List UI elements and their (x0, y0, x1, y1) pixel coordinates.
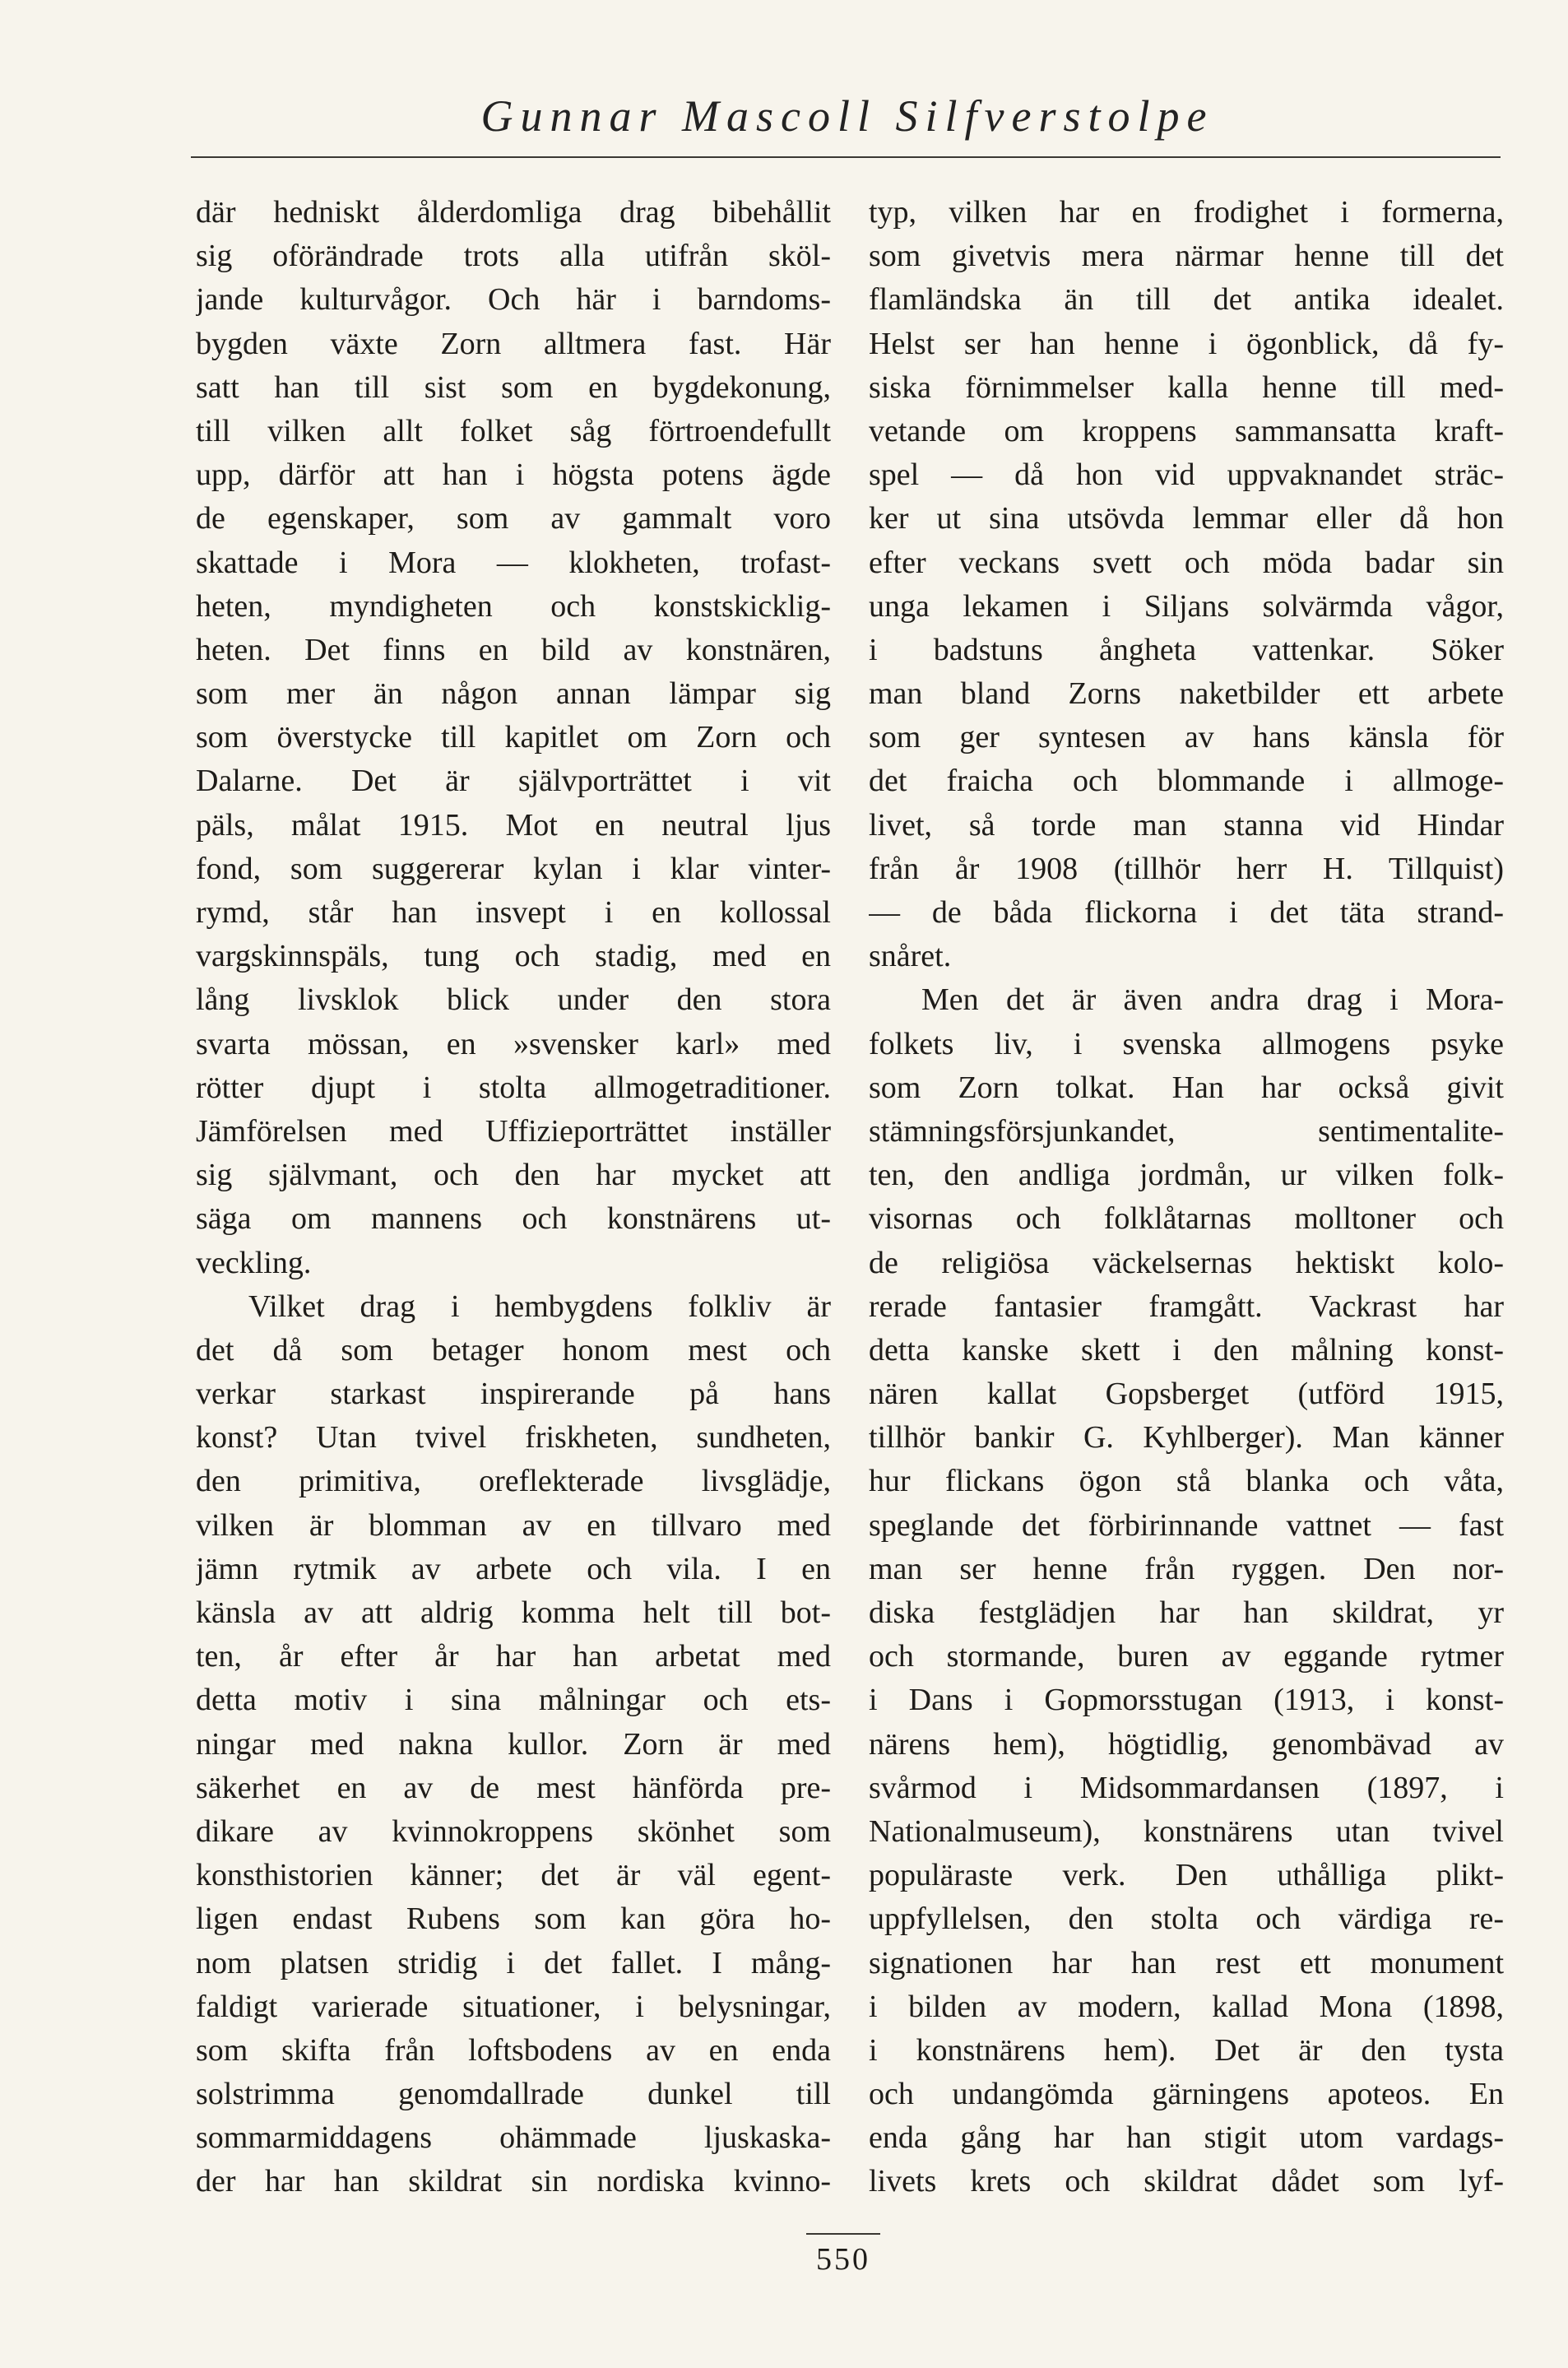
right-column-line: svårmod i Midsommardansen (1897, i (869, 1770, 1504, 1805)
right-column-line: livets krets och skildrat dådet som lyf- (869, 2164, 1504, 2199)
right-column-line: hur flickans ögon stå blanka och våta, (869, 1464, 1504, 1499)
right-column-line: spel — då hon vid uppvaknandet sträc- (869, 457, 1504, 493)
right-column-line: speglande det förbirinnande vattnet — fast (869, 1507, 1504, 1543)
left-column-line: der har han skildrat sin nordiska kvinno- (196, 2164, 831, 2199)
right-column-line: uppfyllelsen, den stolta och värdiga re- (869, 1901, 1504, 1937)
right-column-line: vetande om kroppens sammansatta kraft- (869, 413, 1504, 448)
right-column-line: siska förnimmelser kalla henne till med- (869, 369, 1504, 405)
right-column-line: tillhör bankir G. Kyhlberger). Man känner (869, 1420, 1504, 1456)
right-column-line: i badstuns ångheta vattenkar. Söker (869, 632, 1504, 667)
right-column-line: stämningsförsjunkandet, sentimentalite- (869, 1113, 1504, 1149)
right-column-line: visornas och folklåtarnas molltoner och (869, 1201, 1504, 1237)
right-column-line: diska festglädjen har han skildrat, yr (869, 1595, 1504, 1630)
right-column-line: ker ut sina utsövda lemmar eller då hon (869, 501, 1504, 536)
left-column-line: ningar med nakna kullor. Zorn är med (196, 1726, 831, 1762)
left-column-line: päls, målat 1915. Mot en neutral ljus (196, 807, 831, 843)
right-column-line: ten, den andliga jordmån, ur vilken folk- (869, 1158, 1504, 1193)
left-column-line: rymd, står han insvept i en kollossal (196, 895, 831, 930)
left-column-line: som mer än någon annan lämpar sig (196, 676, 831, 712)
left-column-line: fond, som suggererar kylan i klar vinter- (196, 851, 831, 886)
right-column-line: Nationalmuseum), konstnärens utan tvivel (869, 1813, 1504, 1849)
left-column-line: verkar starkast inspirerande på hans (196, 1377, 831, 1412)
left-column-line: nom platsen stridig i det fallet. I mång- (196, 1945, 831, 1980)
left-column-line: sig oförändrade trots alla utifrån sköl- (196, 239, 831, 274)
left-column-line: detta motiv i sina målningar och ets- (196, 1683, 831, 1718)
left-column-line: upp, därför att han i högsta potens ägde (196, 457, 831, 493)
left-column (196, 191, 831, 2204)
left-column-line: konsthistorien känner; det är väl egent- (196, 1858, 831, 1893)
left-column-line: jande kulturvågor. Och här i barndoms- (196, 282, 831, 318)
right-column-line: — de båda flickorna i det täta strand- (869, 895, 1504, 930)
left-column-line: säkerhet en av de mest hänförda pre- (196, 1770, 831, 1805)
left-column-line: solstrimma genomdallrade dunkel till (196, 2077, 831, 2112)
left-column-line: känsla av att aldrig komma helt till bot- (196, 1595, 831, 1630)
right-column-line: och stormande, buren av eggande rytmer (869, 1639, 1504, 1674)
right-column-line: man ser henne från ryggen. Den nor- (869, 1551, 1504, 1586)
right-column-line: som givetvis mera närmar henne till det (869, 239, 1504, 274)
right-column-line: det fraicha och blommande i allmoge- (869, 764, 1504, 799)
right-column-line: rerade fantasier framgått. Vackrast har (869, 1288, 1504, 1324)
running-header: Gunnar Mascoll Silfverstolpe (480, 91, 1214, 141)
left-column-line: vilken är blomman av en tillvaro med (196, 1507, 831, 1543)
right-column-line: enda gång har han stigit utom vardags- (869, 2120, 1504, 2156)
left-column-line: vargskinnspäls, tung och stadig, med en (196, 939, 831, 974)
right-column-line: och undangömda gärningens apoteos. En (869, 2077, 1504, 2112)
left-column-line: sommarmiddagens ohämmade ljuskaska- (196, 2120, 831, 2156)
left-column-line: det då som betager honom mest och (196, 1332, 831, 1367)
right-column-line: detta kanske skett i den målning konst- (869, 1332, 1504, 1367)
right-column-line: nären kallat Gopsberget (utförd 1915, (869, 1377, 1504, 1412)
right-column-line: signationen har han rest ett monument (869, 1945, 1504, 1980)
left-column-line: svarta mössan, en »svensker karl» med (196, 1026, 831, 1061)
left-column-line: sig självmant, och den har mycket att (196, 1158, 831, 1193)
left-column-line: de egenskaper, som av gammalt voro (196, 501, 831, 536)
right-column (869, 191, 1504, 2204)
left-column-line: som skifta från loftsbodens av en enda (196, 2032, 831, 2068)
right-column-line: i konstnärens hem). Det är den tysta (869, 2032, 1504, 2068)
left-column-line: lång livsklok blick under den stora (196, 982, 831, 1018)
left-column-line: heten, myndigheten och konstskicklig- (196, 588, 831, 624)
left-column-line: dikare av kvinnokroppens skönhet som (196, 1813, 831, 1849)
left-column-line: där hedniskt ålderdomliga drag bibehållit (196, 195, 831, 230)
right-column-line: man bland Zorns naketbilder ett arbete (869, 676, 1504, 712)
header-rule (191, 156, 1501, 158)
left-column-line: Jämförelsen med Uffizieporträttet inställer (196, 1113, 831, 1149)
right-column-line: Men det är även andra drag i Mora- (921, 982, 1504, 1018)
right-column-line: som Zorn tolkat. Han har också givit (869, 1070, 1504, 1105)
left-column-line: säga om mannens och konstnärens ut- (196, 1201, 831, 1237)
left-column-line: Dalarne. Det är självporträttet i vit (196, 764, 831, 799)
right-column-line: livet, så torde man stanna vid Hindar (869, 807, 1504, 843)
left-column-line: heten. Det finns en bild av konstnären, (196, 632, 831, 667)
left-column-line: veckling. (196, 1245, 312, 1280)
right-column-line: unga lekamen i Siljans solvärmda vågor, (869, 588, 1504, 624)
left-column-line: till vilken allt folket såg förtroendefullt (196, 413, 831, 448)
left-column-line: Vilket drag i hembygdens folkliv är (248, 1288, 831, 1324)
left-column-line: skattade i Mora — klokheten, trofast- (196, 545, 831, 580)
right-column-line: i bilden av modern, kallad Mona (1898, (869, 1989, 1504, 2024)
right-column-line: närens hem), högtidlig, genombävad av (869, 1726, 1504, 1762)
right-column-line: efter veckans svett och möda badar sin (869, 545, 1504, 580)
left-column-line: ten, år efter år har han arbetat med (196, 1639, 831, 1674)
page-number: 550 (816, 2242, 870, 2277)
footer-rule (806, 2233, 880, 2235)
right-column-line: som ger syntesen av hans känsla för (869, 720, 1504, 755)
left-column-line: faldigt varierade situationer, i belysningar, (196, 1989, 831, 2024)
right-column-line: flamländska än till det antika idealet. (869, 282, 1504, 318)
left-column-line: konst? Utan tvivel friskheten, sundheten, (196, 1420, 831, 1456)
right-column-line: de religiösa väckelsernas hektiskt kolo- (869, 1245, 1504, 1280)
left-column-line: rötter djupt i stolta allmogetraditioner. (196, 1070, 831, 1105)
right-column-line: från år 1908 (tillhör herr H. Tillquist) (869, 851, 1504, 886)
left-column-line: ligen endast Rubens som kan göra ho- (196, 1901, 831, 1937)
right-column-line: Helst ser han henne i ögonblick, då fy- (869, 326, 1504, 361)
left-column-line: bygden växte Zorn alltmera fast. Här (196, 326, 831, 361)
left-column-line: den primitiva, oreflekterade livsglädje, (196, 1464, 831, 1499)
right-column-line: i Dans i Gopmorsstugan (1913, i konst- (869, 1683, 1504, 1718)
right-column-line: folkets liv, i svenska allmogens psyke (869, 1026, 1504, 1061)
left-column-line: som överstycke till kapitlet om Zorn och (196, 720, 831, 755)
right-column-line: typ, vilken har en frodighet i formerna, (869, 195, 1504, 230)
right-column-line: snåret. (869, 939, 952, 974)
right-column-line: populäraste verk. Den uthålliga plikt- (869, 1858, 1504, 1893)
left-column-line: satt han till sist som en bygdekonung, (196, 369, 831, 405)
left-column-line: jämn rytmik av arbete och vila. I en (196, 1551, 831, 1586)
